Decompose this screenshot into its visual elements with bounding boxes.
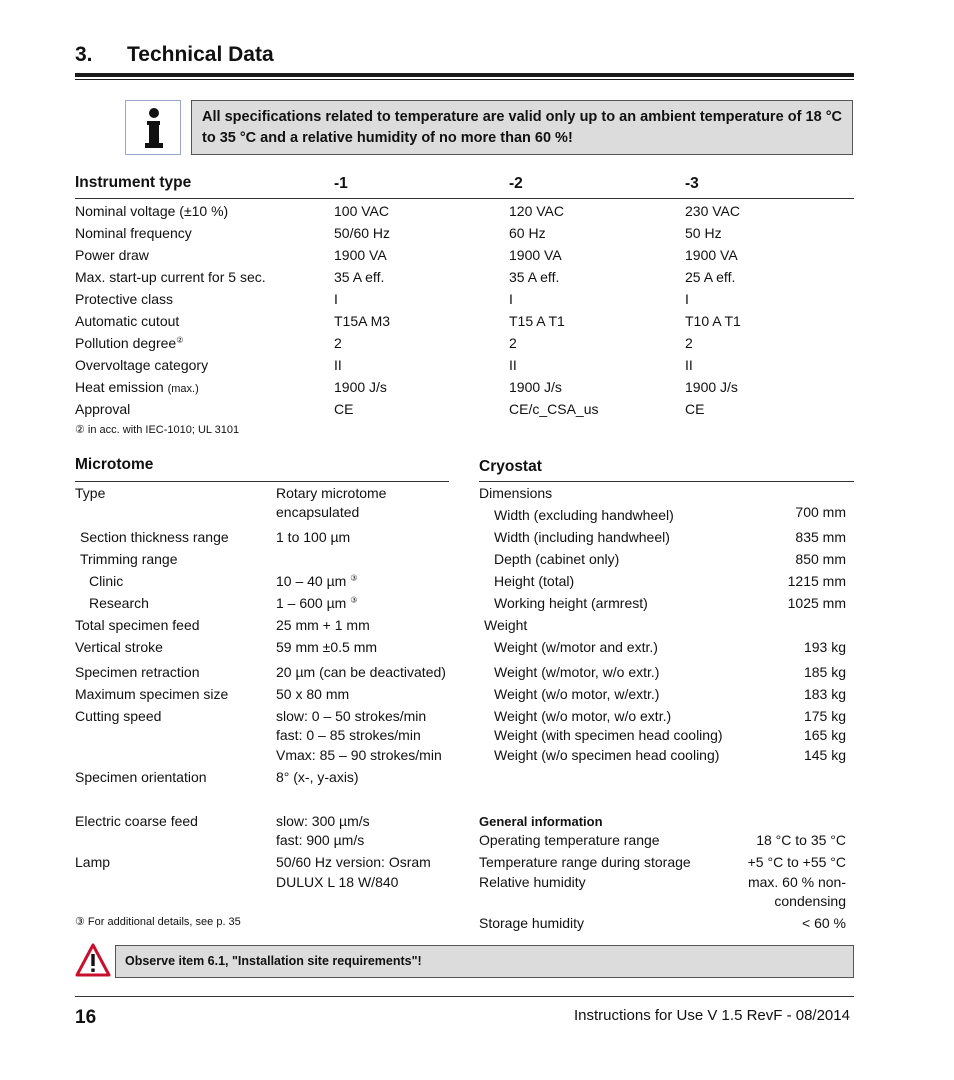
general-label: Operating temperature range bbox=[479, 832, 660, 848]
coarse-label: Electric coarse feed bbox=[75, 813, 198, 829]
weight-item-value: 185 kg bbox=[803, 664, 846, 680]
row-value-2: II bbox=[509, 357, 517, 373]
orientation-value: 8° (x-, y-axis) bbox=[276, 769, 359, 785]
research-range: 1 – 600 µm bbox=[276, 595, 347, 611]
row-value-3: 1900 VA bbox=[685, 247, 738, 263]
vstroke-label: Vertical stroke bbox=[75, 639, 163, 655]
general-value: +5 °C to +55 °C bbox=[747, 854, 846, 870]
dimension-value: 1215 mm bbox=[787, 573, 846, 589]
general-label: Relative humidity bbox=[479, 874, 586, 890]
weight-item-label: Weight (w/o specimen head cooling) bbox=[494, 747, 720, 763]
pollution-label: Pollution degree bbox=[75, 335, 177, 351]
retraction-label: Specimen retraction bbox=[75, 664, 200, 680]
row-value-1: 50/60 Hz bbox=[334, 225, 391, 241]
row-label: Nominal frequency bbox=[75, 225, 192, 241]
cryostat-title: Cryostat bbox=[479, 458, 542, 475]
section-thickness-value: 1 to 100 µm bbox=[276, 529, 351, 545]
row-value-1: T15A M3 bbox=[334, 313, 391, 329]
row-label-pollution bbox=[75, 335, 183, 351]
row-value-1: II bbox=[334, 357, 342, 373]
microtome-title: Microtome bbox=[75, 456, 154, 473]
lamp-value-2: DULUX L 18 W/840 bbox=[276, 874, 399, 890]
section-thickness-label: Section thickness range bbox=[80, 529, 229, 545]
row-value-1: 1900 VA bbox=[334, 247, 387, 263]
row-value-3: 230 VAC bbox=[685, 203, 740, 219]
warning-note: Observe item 6.1, "Installation site requirements"! bbox=[115, 945, 854, 978]
page-number: 16 bbox=[75, 1007, 97, 1028]
trimming-label: Trimming range bbox=[80, 551, 178, 567]
weight-item-label: Weight (w/o motor, w/o extr.) bbox=[494, 708, 672, 724]
row-label: Automatic cutout bbox=[75, 313, 180, 329]
weight-label: Weight bbox=[484, 617, 528, 633]
variant-3-header: -3 bbox=[685, 175, 699, 192]
row-value-3: T10 A T1 bbox=[685, 313, 741, 329]
weight-item-value: 183 kg bbox=[803, 686, 846, 702]
row-value-2: 2 bbox=[509, 335, 517, 351]
general-label: Temperature range during storage bbox=[479, 854, 691, 870]
clinic-label: Clinic bbox=[89, 573, 124, 589]
row-value-3: CE bbox=[685, 401, 705, 417]
row-value-1: 2 bbox=[334, 335, 342, 351]
variant-1-header: -1 bbox=[334, 175, 348, 192]
instrument-type-header: Instrument type bbox=[75, 174, 192, 191]
row-value-3: 50 Hz bbox=[685, 225, 722, 241]
dimensions-label: Dimensions bbox=[479, 485, 553, 501]
pollution-footnote-ref: ② bbox=[176, 335, 184, 345]
research-value bbox=[276, 595, 357, 611]
row-value-2: 1900 J/s bbox=[509, 379, 562, 395]
row-value-2: 60 Hz bbox=[509, 225, 546, 241]
weight-item-label: Weight (with specimen head cooling) bbox=[494, 727, 723, 743]
row-label-heat bbox=[75, 379, 199, 395]
row-value-2: 35 A eff. bbox=[509, 269, 560, 285]
clinic-value bbox=[276, 573, 357, 589]
coarse-value-2: fast: 900 µm/s bbox=[276, 832, 365, 848]
speed-value-3: Vmax: 85 – 90 strokes/min bbox=[276, 747, 442, 763]
row-value-2: CE/c_CSA_us bbox=[509, 401, 599, 417]
row-value-1: 100 VAC bbox=[334, 203, 389, 219]
row-value-3: 25 A eff. bbox=[685, 269, 736, 285]
dimension-label: Width (including handwheel) bbox=[494, 529, 670, 545]
type-value-1: Rotary microtome bbox=[276, 485, 387, 501]
maxsize-label: Maximum specimen size bbox=[75, 686, 229, 702]
dimension-value: 835 mm bbox=[795, 529, 846, 545]
weight-item-label: Weight (w/motor, w/o extr.) bbox=[494, 664, 660, 680]
speed-value-2: fast: 0 – 85 strokes/min bbox=[276, 727, 421, 743]
research-label: Research bbox=[89, 595, 149, 611]
section-title: Technical Data bbox=[127, 43, 274, 66]
row-value-3: I bbox=[685, 291, 689, 307]
speed-value-1: slow: 0 – 50 strokes/min bbox=[276, 708, 427, 724]
warning-icon bbox=[75, 942, 111, 978]
row-label: Protective class bbox=[75, 291, 174, 307]
instrument-footnote: ② in acc. with IEC-1010; UL 3101 bbox=[75, 424, 240, 436]
microtome-footnote: ③ For additional details, see p. 35 bbox=[75, 916, 241, 928]
instrument-header-rule bbox=[75, 198, 854, 199]
dimension-label: Depth (cabinet only) bbox=[494, 551, 620, 567]
weight-item-label: Weight (w/motor and extr.) bbox=[494, 639, 658, 655]
page-title bbox=[75, 43, 274, 67]
general-value: condensing bbox=[774, 893, 846, 909]
general-value: < 60 % bbox=[802, 915, 846, 931]
row-label: Nominal voltage (±10 %) bbox=[75, 203, 229, 219]
weight-item-value: 165 kg bbox=[803, 727, 846, 743]
row-value-2: I bbox=[509, 291, 513, 307]
row-value-1: CE bbox=[334, 401, 354, 417]
general-info-title: General information bbox=[479, 814, 603, 829]
feed-label: Total specimen feed bbox=[75, 617, 200, 633]
dimension-label: Height (total) bbox=[494, 573, 575, 589]
research-footnote-ref: ③ bbox=[350, 595, 358, 605]
dimension-label: Working height (armrest) bbox=[494, 595, 648, 611]
dimension-value: 850 mm bbox=[795, 551, 846, 567]
weight-item-label: Weight (w/o motor, w/extr.) bbox=[494, 686, 660, 702]
dimension-value: 700 mm bbox=[795, 504, 846, 520]
clinic-range: 10 – 40 µm bbox=[276, 573, 347, 589]
row-value-3: 2 bbox=[685, 335, 693, 351]
row-label: Max. start-up current for 5 sec. bbox=[75, 269, 266, 285]
dimension-label: Width (excluding handwheel) bbox=[494, 507, 674, 523]
orientation-label: Specimen orientation bbox=[75, 769, 207, 785]
row-value-2: 120 VAC bbox=[509, 203, 564, 219]
dimension-value: 1025 mm bbox=[787, 595, 846, 611]
title-rule-thin bbox=[75, 79, 854, 80]
row-value-1: I bbox=[334, 291, 338, 307]
clinic-footnote-ref: ③ bbox=[350, 573, 358, 583]
row-value-2: 1900 VA bbox=[509, 247, 562, 263]
type-label: Type bbox=[75, 485, 106, 501]
document-info: Instructions for Use V 1.5 RevF - 08/2014 bbox=[574, 1007, 850, 1024]
weight-item-value: 175 kg bbox=[803, 708, 846, 724]
row-value-2: T15 A T1 bbox=[509, 313, 565, 329]
retraction-value: 20 µm (can be deactivated) bbox=[276, 664, 446, 680]
feed-value: 25 mm + 1 mm bbox=[276, 617, 370, 633]
coarse-value-1: slow: 300 µm/s bbox=[276, 813, 370, 829]
row-label: Overvoltage category bbox=[75, 357, 209, 373]
lamp-value-1: 50/60 Hz version: Osram bbox=[276, 854, 431, 870]
row-label: Power draw bbox=[75, 247, 149, 263]
cryostat-rule bbox=[479, 481, 854, 482]
row-value-1: 35 A eff. bbox=[334, 269, 385, 285]
lamp-label: Lamp bbox=[75, 854, 111, 870]
title-rule bbox=[75, 73, 854, 77]
footer-rule bbox=[75, 996, 854, 997]
general-value: 18 °C to 35 °C bbox=[756, 832, 846, 848]
heat-label: Heat emission bbox=[75, 379, 164, 395]
microtome-rule bbox=[75, 481, 449, 482]
weight-item-value: 193 kg bbox=[803, 639, 846, 655]
row-value-1: 1900 J/s bbox=[334, 379, 387, 395]
maxsize-value: 50 x 80 mm bbox=[276, 686, 350, 702]
row-label: Approval bbox=[75, 401, 131, 417]
general-value: max. 60 % non- bbox=[747, 874, 846, 890]
speed-label: Cutting speed bbox=[75, 708, 162, 724]
row-value-3: 1900 J/s bbox=[685, 379, 738, 395]
heat-suffix: (max.) bbox=[167, 383, 199, 395]
section-number: 3. bbox=[75, 43, 93, 66]
row-value-3: II bbox=[685, 357, 693, 373]
variant-2-header: -2 bbox=[509, 175, 523, 192]
general-label: Storage humidity bbox=[479, 915, 585, 931]
info-icon bbox=[125, 100, 181, 155]
vstroke-value: 59 mm ±0.5 mm bbox=[276, 639, 378, 655]
weight-item-value: 145 kg bbox=[803, 747, 846, 763]
type-value-2: encapsulated bbox=[276, 504, 360, 520]
info-note: All specifications related to temperature are valid only up to an ambient temperature of 18 °C to 35 °C and a relative humidity of no more than 60 %! bbox=[191, 100, 853, 155]
